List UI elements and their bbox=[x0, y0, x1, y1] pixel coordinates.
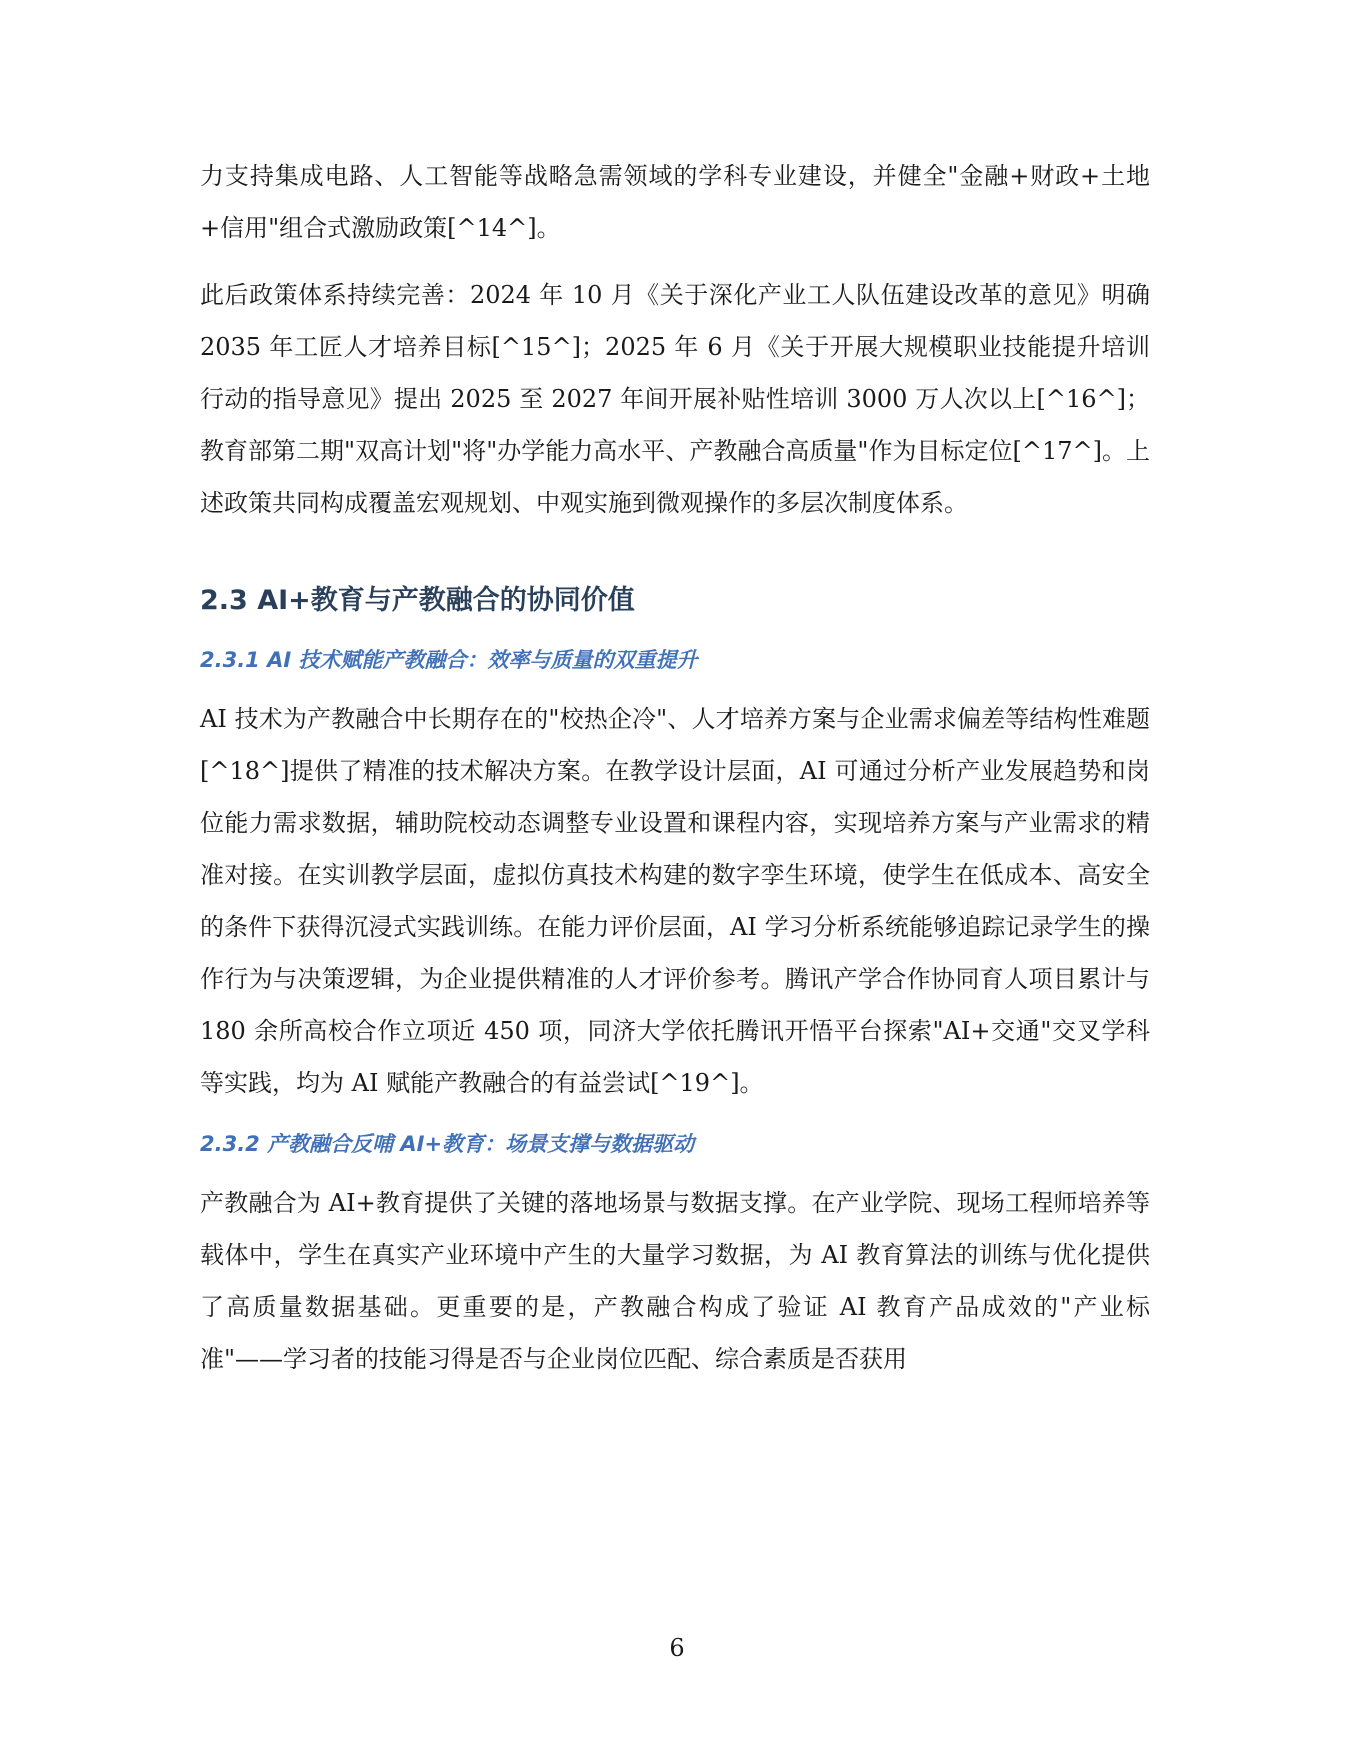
subsection-heading-2-3-2: 2.3.2 产教融合反哺 AI+教育：场景支撑与数据驱动 bbox=[200, 1132, 695, 1156]
paragraph-policy-system: 此后政策体系持续完善：2024 年 10 月《关于深化产业工人队伍建设改革的意见》明确 2035 年工匠人才培养目标[^15^]；2025 年 6 月《关于开展大规模职业技能提升培训行动的指导意见》提出 2025 至 2027 年间开展补贴性培训 3000 万人次以上[^16^]；教育部第二期"双高计划"将"办学能力高水平、产教融合高质量"作为目标定位[^17^]。上述政策共同构成覆盖宏观规划、中观实施到微观操作的多层次制度体系。 bbox=[200, 281, 1150, 517]
subsection-heading-2-3-1: 2.3.1 AI 技术赋能产教融合：效率与质量的双重提升 bbox=[200, 648, 698, 672]
page-number: 6 bbox=[669, 1634, 685, 1662]
paragraph-policy-support: 力支持集成电路、人工智能等战略急需领域的学科专业建设，并健全"金融+财政+土地+信用"组合式激励政策[^14^]。 bbox=[200, 162, 1150, 242]
section-heading-2-3: 2.3 AI+教育与产教融合的协同价值 bbox=[200, 585, 635, 616]
page-body bbox=[200, 150, 1150, 1400]
paragraph-integration-feeds-ai: 产教融合为 AI+教育提供了关键的落地场景与数据支撑。在产业学院、现场工程师培养等载体中，学生在真实产业环境中产生的大量学习数据，为 AI 教育算法的训练与优化提供了高质量数据基础。更重要的是，产教融合构成了验证 AI 教育产品成效的"产业标准"——学习者的技能习得是否与企业岗位匹配、综合素质是否获用 bbox=[200, 1189, 1150, 1373]
paragraph-ai-empowers-integration: AI 技术为产教融合中长期存在的"校热企冷"、人才培养方案与企业需求偏差等结构性难题[^18^]提供了精准的技术解决方案。在教学设计层面，AI 可通过分析产业发展趋势和岗位能力需求数据，辅助院校动态调整专业设置和课程内容，实现培养方案与产业需求的精准对接。在实训教学层面，虚拟仿真技术构建的数字孪生环境，使学生在低成本、高安全的条件下获得沉浸式实践训练。在能力评价层面，AI 学习分析系统能够追踪记录学生的操作行为与决策逻辑，为企业提供精准的人才评价参考。腾讯产学合作协同育人项目累计与 180 余所高校合作立项近 450 项，同济大学依托腾讯开悟平台探索"AI+交通"交叉学科等实践，均为 AI 赋能产教融合的有益尝试[^19^]。 bbox=[200, 705, 1150, 1097]
